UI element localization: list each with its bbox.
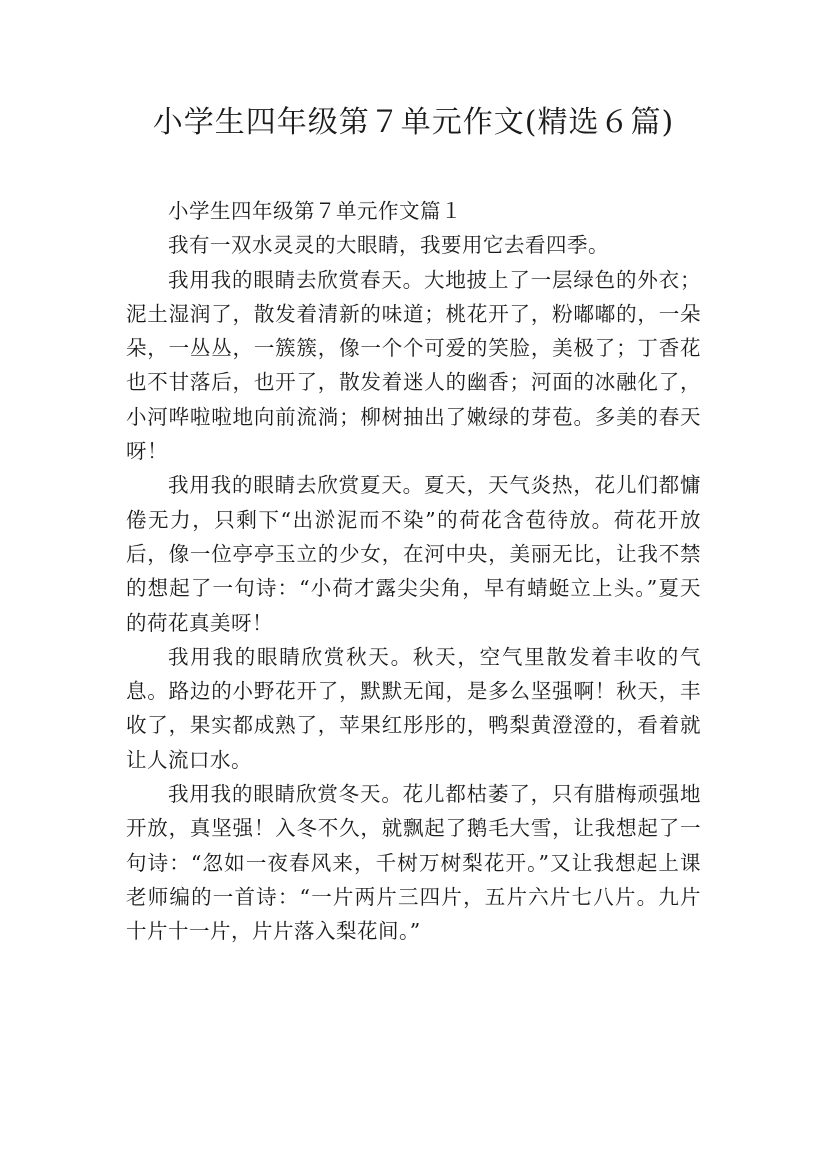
paragraph-intro: 我有一双水灵灵的大眼睛，我要用它去看四季。 [168,233,609,258]
paragraph-autumn: 我用我的眼睛欣赏秋天。秋天，空气里散发着丰收的气息。路边的小野花开了，默默无闻，是多么坚强啊！秋天，丰收了，果实都成熟了，苹果红彤彤的，鸭梨黄澄澄的，看着就让人流口水。 [126,644,701,772]
section-heading: 小学生四年级第７单元作文篇１ [168,199,462,223]
paragraph-winter: 我用我的眼睛欣赏冬天。花儿都枯萎了，只有腊梅顽强地开放，真坚强！入冬不久，就飘起了鹅毛大雪，让我想起了一句诗：“忽如一夜春风来，千树万树梨花开。”又让我想起上课老师编的一首诗：“一片两片三四片，五片六片七八片。九片十片十一片，片片落入梨花间。” [126,782,701,944]
document-title: 小学生四年级第７单元作文(精选６篇) [152,105,675,140]
document-body [126,194,701,949]
paragraph-spring: 我用我的眼睛去欣赏春天。大地披上了一层绿色的外衣；泥土湿润了，散发着清新的味道；桃花开了，粉嘟嘟的，一朵朵，一丛丛，一簇簇，像一个个可爱的笑脸，美极了；丁香花也不甘落后，也开了，散发着迷人的幽香；河面的冰融化了，小河哗啦啦地向前流淌；柳树抽出了嫩绿的芽苞。多美的春天呀！ [126,267,701,464]
paragraph-summer: 我用我的眼睛去欣赏夏天。夏天，天气炎热，花儿们都慵倦无力，只剩下“出淤泥而不染”的荷花含苞待放。荷花开放后，像一位亭亭玉立的少女，在河中央，美丽无比，让我不禁的想起了一句诗：“小荷才露尖尖角，早有蜻蜓立上头。”夏天的荷花真美呀！ [126,473,701,635]
